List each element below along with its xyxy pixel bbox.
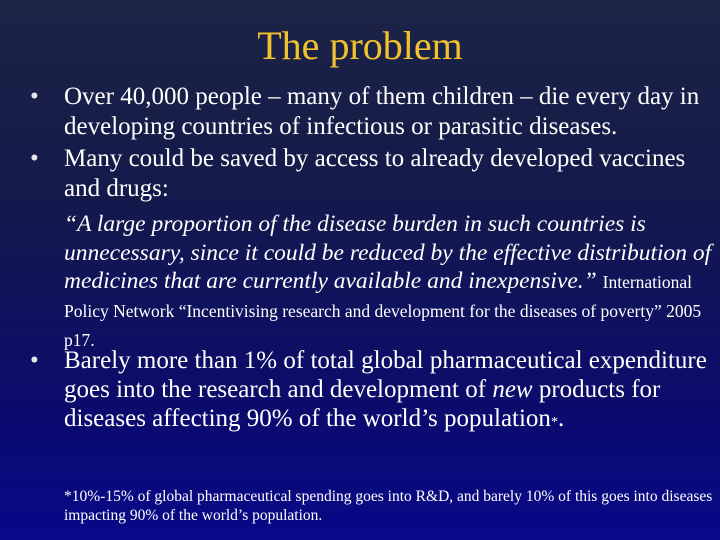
- emphasis-text: new: [492, 376, 533, 403]
- footnote: *10%-15% of global pharmaceutical spending goes into R&D, and barely 10% of this goes into diseases impacting 90% of the world’s population.: [64, 488, 713, 524]
- quote-text: “A large proportion of the disease burden in such countries is unnecessary, since it could be reduced by the effective distribution of medicines that are currently available and inexpensive.”: [64, 211, 712, 294]
- bullet-text-continued: products for diseases affecting 90% of the world’s population: [64, 376, 661, 432]
- bullet-content: [64, 144, 714, 354]
- bullet-icon: •: [30, 347, 39, 374]
- bullet-end-punctuation: .: [557, 405, 565, 432]
- bullet-text: Over 40,000 people – many of them children – die every day in developing countries of infectious or parasitic diseases.: [64, 83, 700, 140]
- slide-title: The problem: [257, 23, 463, 68]
- bullet-item: [30, 144, 714, 354]
- bullet-item: [30, 346, 714, 437]
- bullet-text: Many could be saved by access to already developed vaccines and drugs:: [64, 145, 686, 202]
- bullet-item: [30, 82, 714, 142]
- citation: International Policy Network “Incentivising research and development for the diseases of poverty” 2005 p17.: [64, 272, 702, 350]
- bullet-text: Barely more than 1% of total global pharmaceutical expenditure goes into the research and development of: [64, 347, 707, 403]
- bullet-icon: •: [30, 145, 39, 172]
- quote-block: [64, 210, 714, 354]
- bullet-icon: •: [30, 83, 39, 110]
- bullet-content: [64, 346, 714, 437]
- footnote-marker: *: [550, 415, 558, 430]
